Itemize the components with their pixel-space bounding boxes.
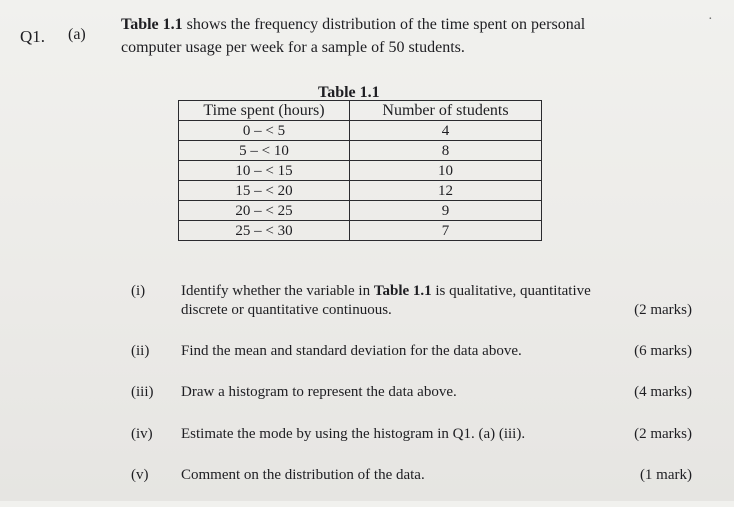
table-caption: Table 1.1 [318, 84, 380, 101]
table-row [179, 181, 542, 201]
subquestion-text [181, 283, 591, 300]
subquestion-iii [0, 384, 734, 424]
subquestion-ii [0, 343, 734, 383]
table-row [179, 221, 542, 241]
count-cell: 12 [350, 181, 542, 201]
subquestion-number: (iii) [131, 384, 154, 400]
intro-line-1 [121, 13, 585, 36]
table-row [179, 161, 542, 181]
table-row [179, 141, 542, 161]
intro-table-ref: Table 1.1 [121, 16, 183, 33]
subquestion-marks: (2 marks) [634, 426, 692, 442]
time-cell: 10 – < 15 [179, 161, 350, 181]
subquestion-marks: (1 mark) [639, 467, 692, 483]
subquestion-marks: (6 marks) [634, 343, 692, 359]
table-row [179, 201, 542, 221]
subquestion-text-line-2: discrete or quantitative continuous. [181, 302, 392, 318]
intro-line-1-text: shows the frequency distribution of the time spent on personal [182, 16, 586, 33]
table-header-row [179, 101, 542, 121]
subquestion-text: Comment on the distribution of the data. [181, 467, 425, 483]
subquestion-marks: (4 marks) [634, 384, 692, 400]
count-cell: 8 [350, 141, 542, 161]
column-header-time: Time spent (hours) [179, 101, 350, 121]
count-cell: 7 [350, 221, 542, 241]
subquestion-number: (iv) [131, 426, 153, 442]
time-cell: 25 – < 30 [179, 221, 350, 241]
subquestion-number: (i) [131, 283, 146, 299]
subquestion-table-ref: Table 1.1 [373, 283, 432, 299]
margin-mark: · [708, 12, 713, 27]
subquestion-i [0, 283, 734, 323]
intro-line-2: computer usage per week for a sample of 50 students. [121, 39, 465, 56]
count-cell: 10 [350, 161, 542, 181]
subquestion-text: Draw a histogram to represent the data above. [181, 384, 457, 400]
frequency-table [178, 100, 542, 241]
subquestion-text: Estimate the mode by using the histogram in Q1. (a) (iii). [181, 426, 526, 442]
question-number: Q1. [20, 27, 46, 46]
table-row [179, 121, 542, 141]
count-cell: 9 [350, 201, 542, 221]
time-cell: 15 – < 20 [179, 181, 350, 201]
column-header-students: Number of students [350, 101, 542, 121]
subquestion-marks: (2 marks) [634, 302, 692, 318]
count-cell: 4 [350, 121, 542, 141]
question-intro [121, 13, 585, 59]
subquestion-number: (ii) [131, 343, 150, 359]
subquestion-v [0, 467, 734, 507]
subquestion-text-pre: Identify whether the variable in [181, 283, 374, 299]
subquestion-text: Find the mean and standard deviation for the data above. [181, 343, 522, 359]
subquestion-text-post: is qualitative, quantitative [431, 283, 591, 299]
subquestion-number: (v) [131, 467, 149, 483]
subquestion-iv [0, 426, 734, 466]
time-cell: 20 – < 25 [179, 201, 350, 221]
time-cell: 0 – < 5 [179, 121, 350, 141]
time-cell: 5 – < 10 [179, 141, 350, 161]
question-part-label: (a) [68, 26, 86, 43]
